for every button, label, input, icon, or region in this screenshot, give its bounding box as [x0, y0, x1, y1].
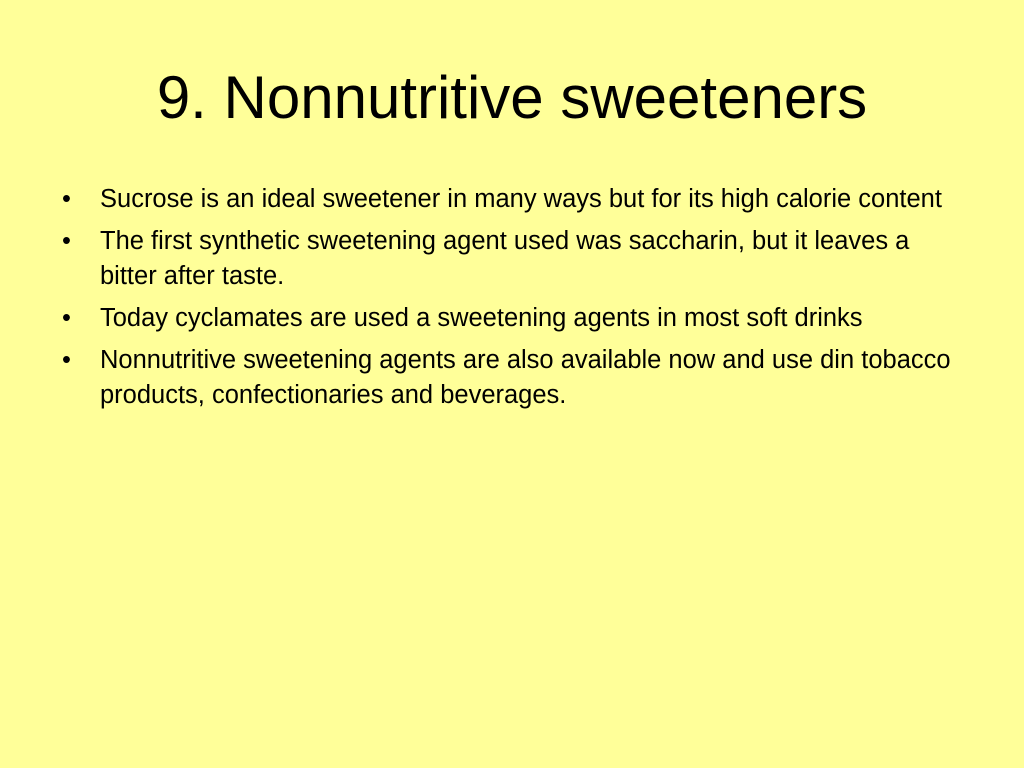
bullet-icon: • [62, 185, 71, 213]
bullet-item [62, 182, 962, 217]
bullet-icon: • [62, 227, 71, 255]
bullet-text: Nonnutritive sweetening agents are also available now and use din tobacco products, confectionaries and beverages. [100, 346, 951, 409]
bullet-icon: • [62, 346, 71, 374]
bullet-item [62, 343, 962, 413]
slide-title: 9. Nonnutritive sweeteners [156, 64, 868, 131]
bullet-text: Today cyclamates are used a sweetening agents in most soft drinks [100, 304, 863, 332]
bullet-text: The first synthetic sweetening agent used was saccharin, but it leaves a bitter after taste. [100, 227, 910, 290]
bullet-icon: • [62, 304, 71, 332]
bullet-list [62, 182, 962, 420]
bullet-text: Sucrose is an ideal sweetener in many ways but for its high calorie content [100, 185, 942, 213]
bullet-item [62, 224, 962, 294]
bullet-item [62, 301, 962, 336]
